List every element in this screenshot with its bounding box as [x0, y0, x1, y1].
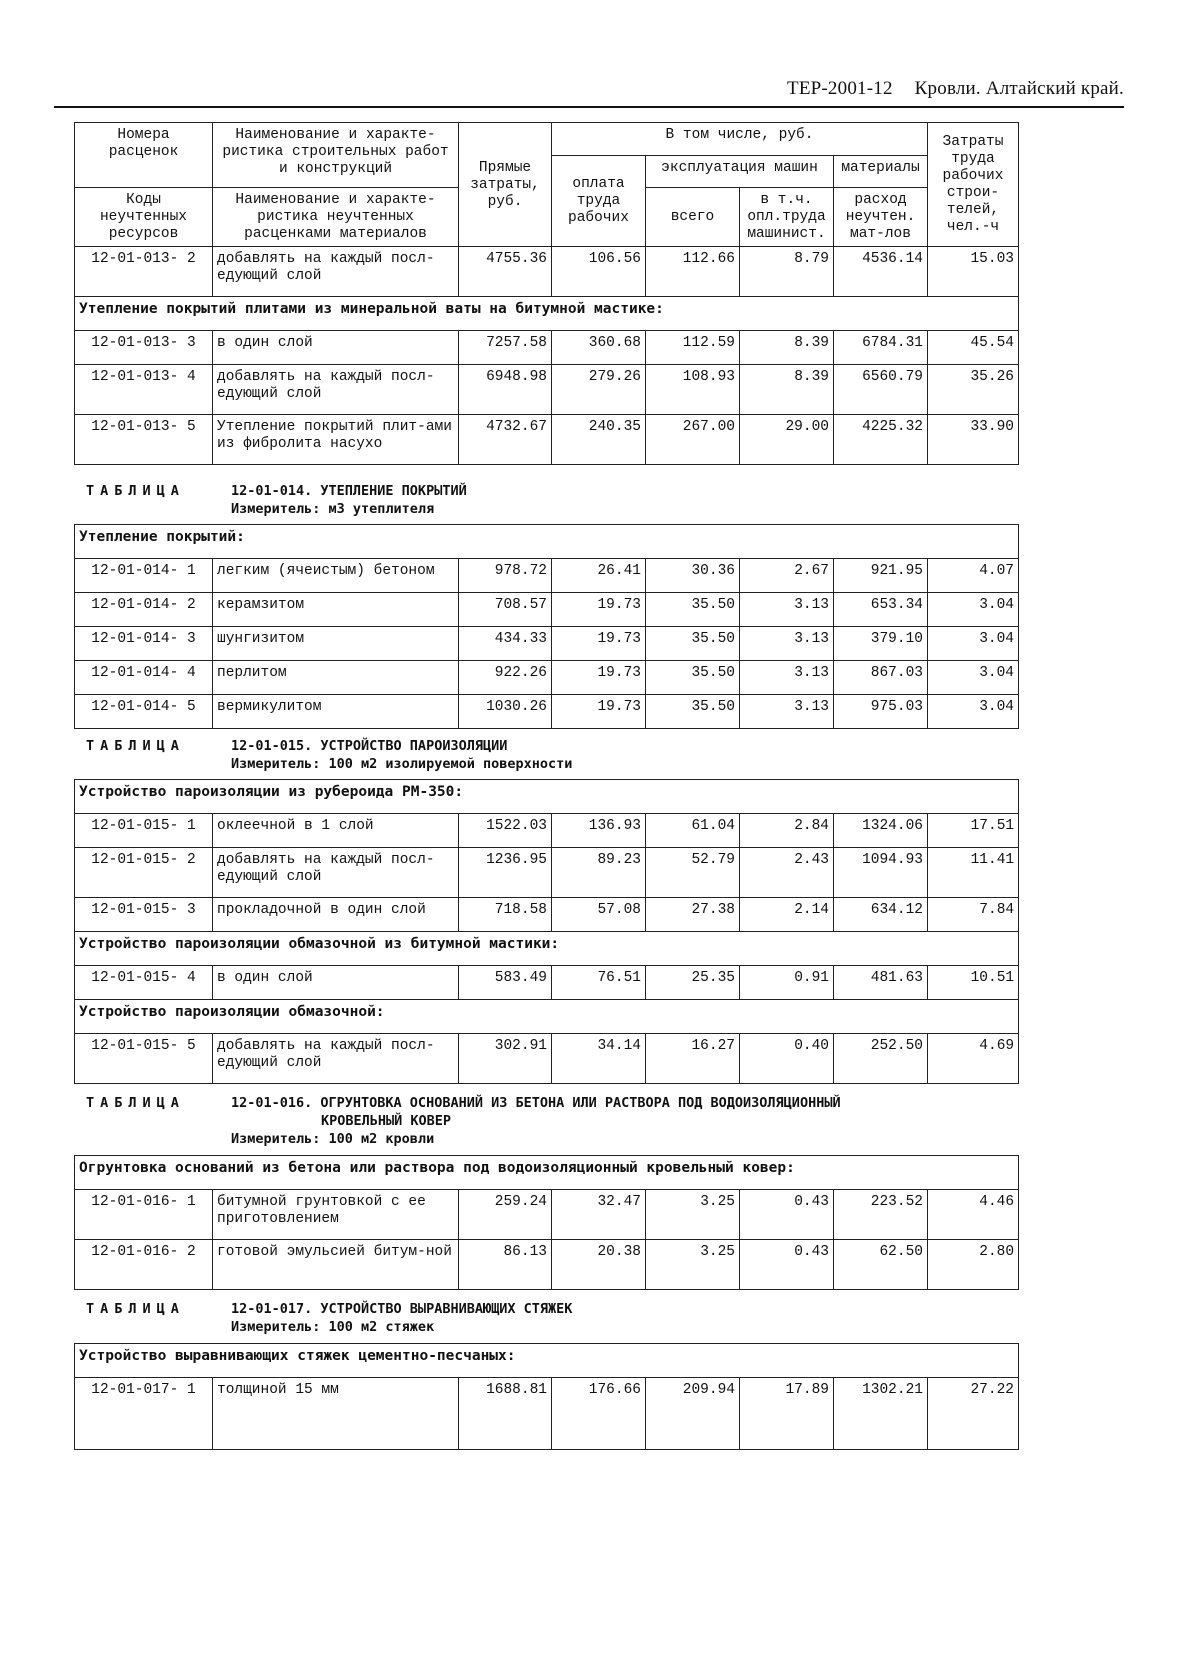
work-name: Утепление покрытий плит-ами из фибролита насухо	[213, 415, 459, 465]
materials-cost: 4536.14	[834, 247, 928, 297]
table-row	[75, 814, 1019, 848]
table-row	[75, 1240, 1019, 1290]
section-row	[75, 297, 1019, 331]
col-total-header: всего	[646, 188, 740, 247]
table-row	[75, 365, 1019, 415]
labor-pay: 19.73	[552, 627, 646, 661]
rate-code: 12-01-013- 5	[75, 415, 213, 465]
direct-cost: 1236.95	[459, 848, 552, 898]
labor-hours: 3.04	[928, 627, 1019, 661]
materials-cost: 6784.31	[834, 331, 928, 365]
rate-code: 12-01-013- 2	[75, 247, 213, 297]
section-heading: Огрунтовка оснований из бетона или раствора под водоизоляционный кровельный ковер:	[75, 1156, 1019, 1190]
labor-hours: 45.54	[928, 331, 1019, 365]
materials-cost: 634.12	[834, 898, 928, 932]
machines-total: 16.27	[646, 1034, 740, 1084]
direct-cost: 1030.26	[459, 695, 552, 729]
materials-cost: 252.50	[834, 1034, 928, 1084]
work-name: прокладочной в один слой	[213, 898, 459, 932]
materials-cost: 6560.79	[834, 365, 928, 415]
labor-hours: 33.90	[928, 415, 1019, 465]
labor-pay: 106.56	[552, 247, 646, 297]
machinist-pay: 3.13	[740, 593, 834, 627]
labor-pay: 20.38	[552, 1240, 646, 1290]
machines-total: 3.25	[646, 1240, 740, 1290]
direct-cost: 708.57	[459, 593, 552, 627]
section-heading: Устройство пароизоляции из рубероида РМ-350:	[75, 780, 1019, 814]
direct-cost: 7257.58	[459, 331, 552, 365]
labor-pay: 360.68	[552, 331, 646, 365]
table-row	[75, 966, 1019, 1000]
materials-cost: 921.95	[834, 559, 928, 593]
materials-cost: 975.03	[834, 695, 928, 729]
work-name: легким (ячеистым) бетоном	[213, 559, 459, 593]
direct-cost: 4732.67	[459, 415, 552, 465]
work-name: в один слой	[213, 331, 459, 365]
labor-hours: 3.04	[928, 661, 1019, 695]
work-name: добавлять на каждый посл-едующий слой	[213, 247, 459, 297]
materials-cost: 379.10	[834, 627, 928, 661]
materials-cost: 1302.21	[834, 1378, 928, 1450]
machines-total: 209.94	[646, 1378, 740, 1450]
labor-hours: 15.03	[928, 247, 1019, 297]
machines-total: 112.59	[646, 331, 740, 365]
col-labor-cost-header: Затраты труда рабочих строи-телей, чел.-ч	[928, 123, 1019, 247]
caption-016: ТАБЛИЦА 12-01-016. ОГРУНТОВКА ОСНОВАНИЙ ИЗ БЕТОНА ИЛИ РАСТВОРА ПОД ВОДОИЗОЛЯЦИОННЫЙ КРОВЕЛЬНЫЙ КОВЕР Измеритель: 100 м2 кровли	[86, 1095, 841, 1147]
col-labor-header: оплата труда рабочих	[552, 156, 646, 247]
work-name: в один слой	[213, 966, 459, 1000]
work-name: добавлять на каждый посл-едующий слой	[213, 1034, 459, 1084]
machines-total: 35.50	[646, 593, 740, 627]
labor-hours: 17.51	[928, 814, 1019, 848]
labor-pay: 136.93	[552, 814, 646, 848]
labor-hours: 4.46	[928, 1190, 1019, 1240]
machinist-pay: 2.14	[740, 898, 834, 932]
labor-pay: 279.26	[552, 365, 646, 415]
section-row	[75, 1156, 1019, 1190]
rate-code: 12-01-014- 4	[75, 661, 213, 695]
col-incl-header: В том числе, руб.	[552, 123, 928, 156]
labor-hours: 35.26	[928, 365, 1019, 415]
caption-014: ТАБЛИЦА 12-01-014. УТЕПЛЕНИЕ ПОКРЫТИЙ Измеритель: м3 утеплителя	[86, 483, 467, 517]
col-direct-header: Прямые затраты, руб.	[459, 123, 552, 247]
direct-cost: 1522.03	[459, 814, 552, 848]
materials-cost: 481.63	[834, 966, 928, 1000]
machines-total: 30.36	[646, 559, 740, 593]
machinist-pay: 8.39	[740, 331, 834, 365]
table-row	[75, 661, 1019, 695]
materials-cost: 62.50	[834, 1240, 928, 1290]
rate-code: 12-01-015- 4	[75, 966, 213, 1000]
work-name: толщиной 15 мм	[213, 1378, 459, 1450]
labor-pay: 19.73	[552, 695, 646, 729]
rates-table-014	[74, 524, 1019, 729]
table-row	[75, 593, 1019, 627]
section-heading: Устройство пароизоляции обмазочной из битумной мастики:	[75, 932, 1019, 966]
machines-total: 267.00	[646, 415, 740, 465]
machinist-pay: 3.13	[740, 695, 834, 729]
rate-code: 12-01-015- 5	[75, 1034, 213, 1084]
labor-pay: 19.73	[552, 661, 646, 695]
work-name: готовой эмульсией битум-ной	[213, 1240, 459, 1290]
direct-cost: 978.72	[459, 559, 552, 593]
machines-total: 61.04	[646, 814, 740, 848]
labor-hours: 7.84	[928, 898, 1019, 932]
machinist-pay: 2.67	[740, 559, 834, 593]
col-numbers-header: Номера расценок	[75, 123, 213, 188]
col-name2-header: Наименование и характе-ристика неучтенных расценками материалов	[213, 188, 459, 247]
rates-table-015	[74, 779, 1019, 1084]
col-name-header: Наименование и характе-ристика строительных работ и конструкций	[213, 123, 459, 188]
rate-code: 12-01-013- 4	[75, 365, 213, 415]
machines-total: 35.50	[646, 695, 740, 729]
machinist-pay: 3.13	[740, 661, 834, 695]
rate-code: 12-01-014- 1	[75, 559, 213, 593]
work-name: добавлять на каждый посл-едующий слой	[213, 848, 459, 898]
section-row	[75, 780, 1019, 814]
machines-total: 25.35	[646, 966, 740, 1000]
rates-table-013	[74, 122, 1019, 465]
rate-code: 12-01-013- 3	[75, 331, 213, 365]
machinist-pay: 8.79	[740, 247, 834, 297]
machinist-pay: 0.43	[740, 1240, 834, 1290]
machinist-pay: 8.39	[740, 365, 834, 415]
table-row	[75, 1034, 1019, 1084]
labor-pay: 19.73	[552, 593, 646, 627]
table-row	[75, 415, 1019, 465]
col-codes-header: Коды неучтенных ресурсов	[75, 188, 213, 247]
document-code: ТЕР-2001-12	[787, 78, 893, 99]
section-heading: Утепление покрытий плитами из минеральной ваты на битумной мастике:	[75, 297, 1019, 331]
machinist-pay: 0.91	[740, 966, 834, 1000]
labor-hours: 3.04	[928, 593, 1019, 627]
rate-code: 12-01-014- 2	[75, 593, 213, 627]
machines-total: 112.66	[646, 247, 740, 297]
materials-cost: 653.34	[834, 593, 928, 627]
machinist-pay: 0.43	[740, 1190, 834, 1240]
machinist-pay: 0.40	[740, 1034, 834, 1084]
rate-code: 12-01-014- 3	[75, 627, 213, 661]
labor-hours: 11.41	[928, 848, 1019, 898]
labor-hours: 27.22	[928, 1378, 1019, 1450]
materials-cost: 1094.93	[834, 848, 928, 898]
section-row	[75, 1344, 1019, 1378]
work-name: оклеечной в 1 слой	[213, 814, 459, 848]
rate-code: 12-01-016- 2	[75, 1240, 213, 1290]
rates-table-017	[74, 1343, 1019, 1450]
table-row	[75, 331, 1019, 365]
machinist-pay: 17.89	[740, 1378, 834, 1450]
work-name: шунгизитом	[213, 627, 459, 661]
direct-cost: 4755.36	[459, 247, 552, 297]
labor-pay: 240.35	[552, 415, 646, 465]
col-incl-labor-header: в т.ч. опл.труда машинист.	[740, 188, 834, 247]
materials-cost: 4225.32	[834, 415, 928, 465]
section-row	[75, 525, 1019, 559]
document-title: Кровли. Алтайский край.	[914, 78, 1124, 99]
section-heading: Утепление покрытий:	[75, 525, 1019, 559]
labor-hours: 3.04	[928, 695, 1019, 729]
materials-cost: 1324.06	[834, 814, 928, 848]
direct-cost: 718.58	[459, 898, 552, 932]
machinist-pay: 2.43	[740, 848, 834, 898]
machinist-pay: 3.13	[740, 627, 834, 661]
labor-pay: 26.41	[552, 559, 646, 593]
work-name: вермикулитом	[213, 695, 459, 729]
direct-cost: 86.13	[459, 1240, 552, 1290]
machines-total: 52.79	[646, 848, 740, 898]
direct-cost: 1688.81	[459, 1378, 552, 1450]
section-row	[75, 932, 1019, 966]
direct-cost: 6948.98	[459, 365, 552, 415]
work-name: битумной грунтовкой с ее приготовлением	[213, 1190, 459, 1240]
rate-code: 12-01-015- 1	[75, 814, 213, 848]
table-row	[75, 1190, 1019, 1240]
machinist-pay: 2.84	[740, 814, 834, 848]
col-machines-header: эксплуатация машин	[646, 156, 834, 188]
materials-cost: 223.52	[834, 1190, 928, 1240]
rate-code: 12-01-016- 1	[75, 1190, 213, 1240]
materials-cost: 867.03	[834, 661, 928, 695]
machines-total: 35.50	[646, 661, 740, 695]
table-row	[75, 247, 1019, 297]
direct-cost: 259.24	[459, 1190, 552, 1240]
direct-cost: 922.26	[459, 661, 552, 695]
caption-015: ТАБЛИЦА 12-01-015. УСТРОЙСТВО ПАРОИЗОЛЯЦИИ Измеритель: 100 м2 изолируемой поверхности	[86, 738, 573, 772]
table-row	[75, 898, 1019, 932]
rate-code: 12-01-015- 2	[75, 848, 213, 898]
labor-pay: 32.47	[552, 1190, 646, 1240]
machinist-pay: 29.00	[740, 415, 834, 465]
rate-code: 12-01-014- 5	[75, 695, 213, 729]
labor-pay: 57.08	[552, 898, 646, 932]
machines-total: 108.93	[646, 365, 740, 415]
table-row	[75, 695, 1019, 729]
direct-cost: 434.33	[459, 627, 552, 661]
labor-hours: 10.51	[928, 966, 1019, 1000]
labor-pay: 34.14	[552, 1034, 646, 1084]
table-row	[75, 1378, 1019, 1450]
col-materials-header: материалы	[834, 156, 928, 188]
labor-hours: 4.69	[928, 1034, 1019, 1084]
labor-pay: 176.66	[552, 1378, 646, 1450]
caption-017: ТАБЛИЦА 12-01-017. УСТРОЙСТВО ВЫРАВНИВАЮЩИХ СТЯЖЕК Измеритель: 100 м2 стяжек	[86, 1301, 573, 1335]
section-row	[75, 1000, 1019, 1034]
table-row	[75, 848, 1019, 898]
direct-cost: 583.49	[459, 966, 552, 1000]
rate-code: 12-01-015- 3	[75, 898, 213, 932]
section-heading: Устройство выравнивающих стяжек цементно-песчаных:	[75, 1344, 1019, 1378]
rate-code: 12-01-017- 1	[75, 1378, 213, 1450]
work-name: добавлять на каждый посл-едующий слой	[213, 365, 459, 415]
col-materials-sub-header: расход неучтен. мат-лов	[834, 188, 928, 247]
labor-hours: 2.80	[928, 1240, 1019, 1290]
machines-total: 27.38	[646, 898, 740, 932]
rates-table-016	[74, 1155, 1019, 1290]
labor-pay: 76.51	[552, 966, 646, 1000]
labor-hours: 4.07	[928, 559, 1019, 593]
labor-pay: 89.23	[552, 848, 646, 898]
page-header	[54, 78, 1124, 108]
table-row	[75, 627, 1019, 661]
table-row	[75, 559, 1019, 593]
machines-total: 35.50	[646, 627, 740, 661]
machines-total: 3.25	[646, 1190, 740, 1240]
section-heading: Устройство пароизоляции обмазочной:	[75, 1000, 1019, 1034]
work-name: керамзитом	[213, 593, 459, 627]
direct-cost: 302.91	[459, 1034, 552, 1084]
work-name: перлитом	[213, 661, 459, 695]
